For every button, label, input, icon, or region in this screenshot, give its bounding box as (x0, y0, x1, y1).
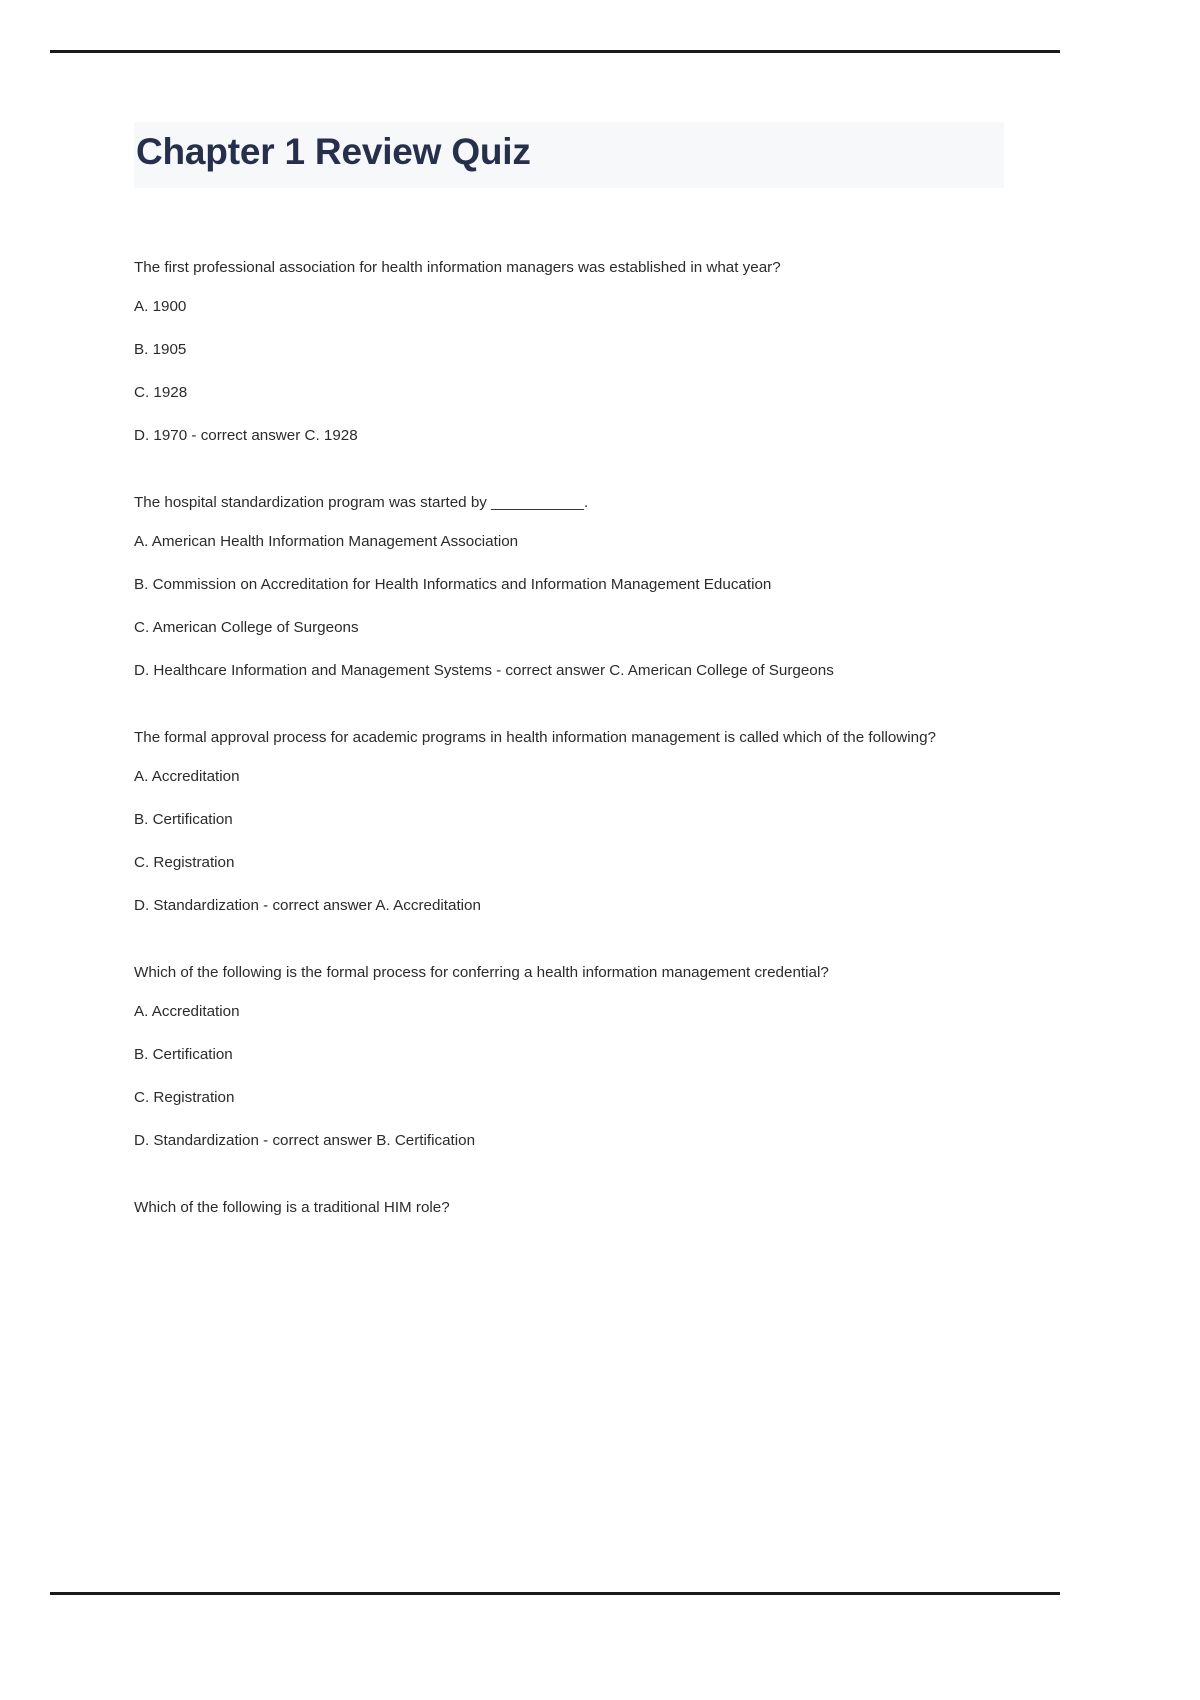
question-block (134, 489, 1014, 684)
answer-option-a[interactable]: A. American Health Information Management Association (134, 532, 519, 550)
answer-option-c[interactable]: C. Registration (134, 854, 235, 872)
title-banner (134, 122, 1004, 188)
question-prompt: The first professional association for health information managers was established in what year? (134, 258, 781, 276)
answer-option-d[interactable]: D. Healthcare Information and Management Systems - correct answer C. American College of Surgeons (134, 661, 834, 679)
page-title: Chapter 1 Review Quiz (136, 131, 531, 172)
question-block (134, 959, 1014, 1154)
question-block (134, 1194, 1014, 1221)
answer-option-b[interactable]: B. Certification (134, 1046, 233, 1064)
answer-option-c[interactable]: C. American College of Surgeons (134, 618, 359, 636)
header-divider-rule (50, 50, 1060, 53)
answer-option-c[interactable]: C. 1928 (134, 383, 188, 401)
answer-option-d[interactable]: D. Standardization - correct answer B. Certification (134, 1132, 476, 1150)
quiz-question-list (134, 254, 1014, 1222)
footer-divider-rule (50, 1592, 1060, 1595)
question-block (134, 724, 1014, 919)
question-prompt: Which of the following is a traditional HIM role? (134, 1199, 450, 1217)
question-prompt: The hospital standardization program was started by ___________. (134, 493, 589, 511)
answer-option-b[interactable]: B. 1905 (134, 340, 187, 358)
answer-option-d[interactable]: D. Standardization - correct answer A. Accreditation (134, 897, 481, 915)
question-block (134, 254, 1014, 449)
answer-option-c[interactable]: C. Registration (134, 1089, 235, 1107)
answer-option-a[interactable]: A. Accreditation (134, 1003, 240, 1021)
question-prompt: The formal approval process for academic programs in health information management is called which of the following? (134, 729, 936, 747)
question-prompt: Which of the following is the formal process for conferring a health information management credential? (134, 964, 829, 982)
answer-option-d[interactable]: D. 1970 - correct answer C. 1928 (134, 426, 358, 444)
answer-option-b[interactable]: B. Commission on Accreditation for Health Informatics and Information Management Education (134, 575, 772, 593)
answer-option-a[interactable]: A. 1900 (134, 297, 187, 315)
answer-option-b[interactable]: B. Certification (134, 811, 233, 829)
answer-option-a[interactable]: A. Accreditation (134, 768, 240, 786)
document-content (134, 122, 1014, 1234)
